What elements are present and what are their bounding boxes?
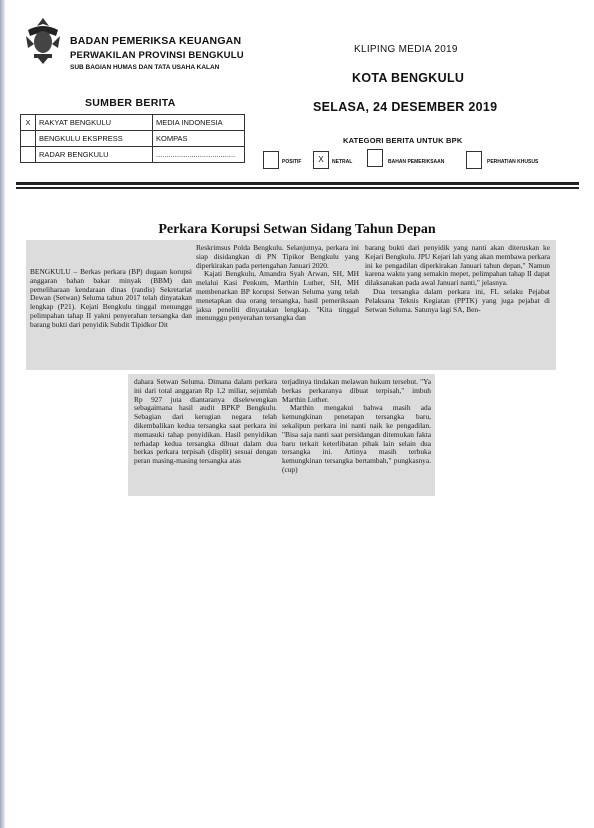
- article-paragraph: dahara Setwan Seluma. Dimana dalam perkara ini dari total anggaran Rp 1,2 miliar, sejumlah Rp 927 juta diantaranya diselewengkan sebagaimana hasil audit BPKP Bengkulu. Sebagian dari kerugian negara telah dikembalikan kedua tersangka saat perkara ini memasuki tahap penyidikan. Hasil penyidikan terhadap kedua tersangka dibuat dalam dua berkas perkara terpisah (displit) sesuai dengan peran masing-masing tersangka atas: [134, 378, 277, 466]
- article-paragraph: Dua tersangka dalam perkara ini, FL selaku Pejabat Pelaksana Teknis Kegiatan (PPTK) yang juga pejabat di Setwan Seluma. Satunya lagi SA, Ben-: [365, 286, 550, 314]
- netral-checkbox: X: [313, 151, 329, 169]
- article-paragraph: Reskrimsus Polda Bengkulu. Selanjutnya, perkara ini siap disidangkan di PN Tipikor Bengkulu yang diperkirakan pada pertengahan Januari 2020.: [196, 244, 359, 270]
- source-name: RAKYAT BENGKULU: [36, 115, 153, 131]
- article-column: [30, 268, 192, 368]
- scan-edge-shadow: [0, 0, 5, 828]
- source-mark: [21, 147, 36, 163]
- bahan-pemeriksaan-checkbox: [367, 149, 383, 167]
- source-row: [21, 131, 245, 147]
- bahan-pemeriksaan-label: BAHAN PEMERIKSAAN: [388, 159, 445, 165]
- source-table: [20, 114, 245, 163]
- source-mark: X: [21, 115, 36, 131]
- article-column: [196, 244, 359, 368]
- article-headline: Perkara Korupsi Setwan Sidang Tahun Depan: [158, 222, 436, 237]
- header-divider: [16, 182, 579, 185]
- article-paragraph: terjadinya tindakan melawan hukum tersebut. "Ya berkas perkaranya dibuat terpisah," imbuh Marthin Luther.: [282, 378, 431, 404]
- source-mark: [21, 131, 36, 147]
- source-row: [21, 115, 245, 131]
- article-column: [282, 378, 431, 492]
- positif-label: POSITIF: [282, 159, 302, 165]
- org-subdivision: SUB BAGIAN HUMAS DAN TATA USAHA KALAN: [70, 64, 220, 71]
- article-paragraph: BENGKULU – Berkas perkara (BP) dugaan korupsi anggaran bahan bakar minyak (BBM) dan pemeliharaan kendaraan dinas (randis) Sekretariat Dewan (Setwan) Seluma tahun 2017 telah dinyatakan lengkap (P21). Kejati Bengkulu tinggal menunggu pelimpahan tahap II yakni penyerahan tersangka dan barang bukti dari penyidik Subdit Tipidkor Dit: [30, 268, 192, 329]
- org-branch: PERWAKILAN PROVINSI BENGKULU: [70, 50, 244, 61]
- perhatian-khusus-checkbox: [466, 151, 482, 169]
- article-column: [134, 378, 277, 492]
- netral-label: NETRAL: [332, 159, 353, 165]
- clipping-date: SELASA, 24 DESEMBER 2019: [313, 100, 498, 114]
- source-name: KOMPAS: [153, 131, 245, 147]
- article-paragraph: Marthin mengakui bahwa masih ada kemungkinan penetapan tersangka baru, sekalipun perkara ini nanti naik ke pengadilan. "Bisa saja nanti saat persidangan ditemukan fakta baru terkait keterlibatan pihak lain selain dua tersangka ini. Artinya masih terbuka kemungkinan tersangka bertambah," pungkasnya. (cup): [282, 403, 431, 474]
- city-title: KOTA BENGKULU: [352, 71, 465, 85]
- org-name: BADAN PEMERIKSA KEUANGAN: [70, 35, 242, 47]
- article-paragraph: Kajati Bengkulu, Amandra Syah Arwan, SH, MH melalui Kasi Penkum, Marthin Luther, SH, MH membenarkan BP korupsi Setwan Seluma yang telah menetapkan dua orang tersangka, hasil pemeriksaan jaksa peneliti dinyatakan lengkap. "Kita tinggal menunggu penyerahan tersangka dan: [196, 269, 359, 323]
- source-title: SUMBER BERITA: [85, 97, 176, 109]
- source-name: MEDIA INDONESIA: [153, 115, 245, 131]
- perhatian-khusus-label: PERHATIAN KHUSUS: [487, 159, 539, 165]
- article-column: [365, 244, 550, 368]
- bpk-emblem-icon: [22, 14, 64, 66]
- article-paragraph: barang bukti dari penyidik yang nanti akan diteruskan ke Kejari Bengkulu. JPU Kejari lah yang akan membawa perkara ini ke pengadilan diperkirakan Januari tahun depan," Namun karena waktu yang semakin mepet, pelimpahan tahap II dapat dilaksanakan pada awal Januari nanti," jelasnya.: [365, 244, 550, 288]
- source-name: BENGKULU EKSPRESS: [36, 131, 153, 147]
- positif-checkbox: [263, 151, 279, 169]
- source-name: RADAR BENGKULU: [36, 147, 153, 163]
- source-name: ......................................: [153, 147, 245, 163]
- source-row: [21, 147, 245, 163]
- header-divider: [16, 187, 579, 189]
- category-title: KATEGORI BERITA UNTUK BPK: [343, 136, 463, 145]
- kliping-title: KLIPING MEDIA 2019: [354, 44, 458, 55]
